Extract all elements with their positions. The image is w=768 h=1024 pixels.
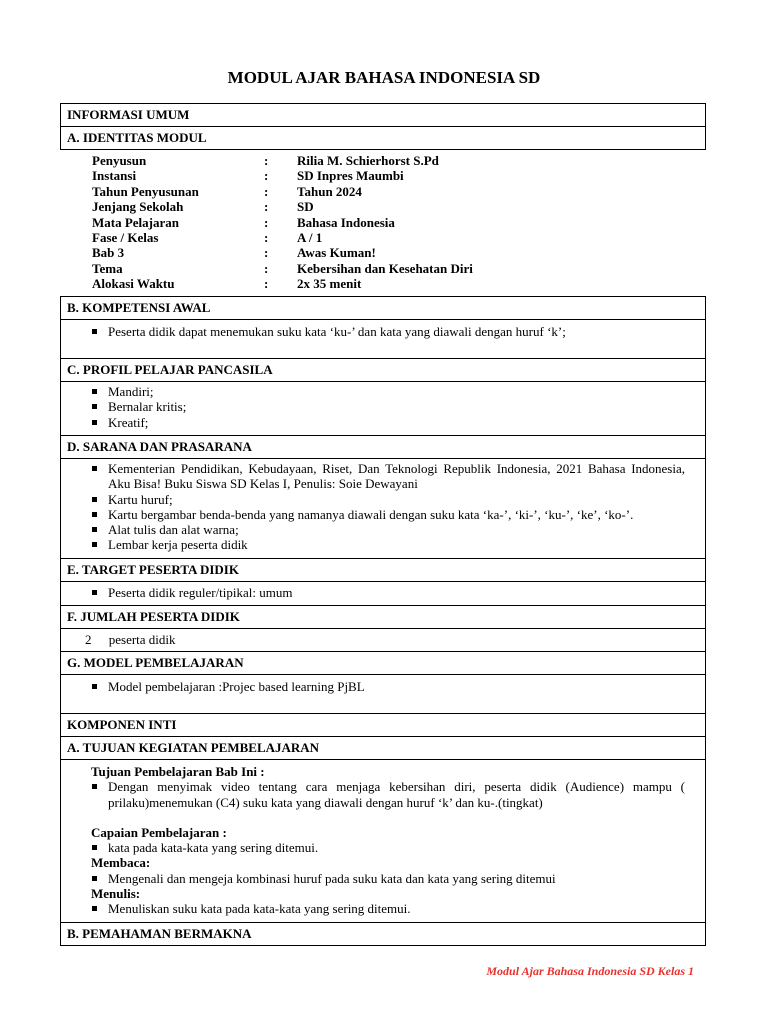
model-list [61,679,705,694]
identitas-row [92,276,473,291]
identitas-label: Instansi [92,168,137,184]
tujuan-heading: A. TUJUAN KEGIATAN PEMBELAJARAN [61,737,705,760]
komponen-inti-heading: KOMPONEN INTI [61,714,705,737]
identitas-value: SD Inpres Maumbi [297,168,404,184]
capaian-subheading: Capaian Pembelajaran : [91,824,227,840]
identitas-value: Tahun 2024 [297,183,362,199]
list-item: Kementerian Pendidikan, Kebudayaan, Riset, Dan Teknologi Republik Indonesia, 2021 Bahasa Indonesia, Aku Bisa! Buku Siswa SD Kelas I, Penulis: Soie Dewayani [61,461,705,492]
jumlah-section [60,605,706,652]
list-item: kata pada kata-kata yang sering ditemui. [61,840,705,855]
list-item: Peserta didik dapat menemukan suku kata ‘ku-’ dan kata yang diawali dengan huruf ‘k’; [61,324,705,339]
identitas-row [92,230,473,245]
identitas-colon: : [264,153,269,168]
membaca-list [61,871,705,886]
list-item: Lembar kerja peserta didik [61,537,705,552]
list-item: Model pembelajaran :Projec based learning PjBL [61,679,705,694]
identitas-label: Alokasi Waktu [92,276,175,292]
identitas-heading: A. IDENTITAS MODUL [67,130,207,145]
jumlah-count: 2 [85,632,92,647]
identitas-row [92,261,473,276]
identitas-label: Tema [92,260,123,276]
membaca-subheading: Membaca: [91,855,151,871]
identitas-label: Tahun Penyusunan [92,183,199,199]
identitas-list [92,153,473,292]
list-item: Kartu huruf; [61,492,705,507]
identitas-colon: : [264,168,269,184]
identitas-label: Penyusun [92,153,147,168]
identitas-colon: : [264,276,269,292]
identitas-colon: : [264,260,269,276]
profil-heading: C. PROFIL PELAJAR PANCASILA [61,359,705,382]
menulis-list [61,901,705,916]
sarana-section [60,435,706,559]
identitas-colon: : [264,199,269,215]
kompetensi-list [61,324,705,339]
identitas-value: 2x 35 menit [297,276,362,292]
identitas-value: Kebersihan dan Kesehatan Diri [297,260,473,276]
target-section [60,558,706,606]
target-list [61,585,705,600]
informasi-umum-heading: INFORMASI UMUM [61,104,705,127]
sarana-list [61,461,705,553]
kompetensi-section [60,296,706,359]
jumlah-heading: F. JUMLAH PESERTA DIDIK [61,606,705,629]
list-item: Menuliskan suku kata pada kata-kata yang sering ditemui. [61,901,705,916]
identitas-value: Rilia M. Schierhorst S.Pd [297,153,439,168]
model-section [60,651,706,714]
informasi-umum-box [60,103,706,150]
identitas-colon: : [264,245,269,261]
capaian-list [61,840,705,855]
jumlah-row [61,629,705,648]
identitas-row [92,199,473,214]
list-item: Peserta didik reguler/tipikal: umum [61,585,705,600]
page-footer: Modul Ajar Bahasa Indonesia SD Kelas 1 [486,964,694,978]
model-heading: G. MODEL PEMBELAJARAN [61,652,705,675]
menulis-subheading: Menulis: [91,886,141,902]
kompetensi-heading: B. KOMPETENSI AWAL [61,297,705,320]
identitas-colon: : [264,183,269,199]
komponen-inti-box [60,713,706,923]
identitas-label: Mata Pelajaran [92,214,180,230]
identitas-value: Awas Kuman! [297,245,376,261]
sarana-heading: D. SARANA DAN PRASARANA [61,436,705,459]
list-item: Dengan menyimak video tentang cara menjaga kebersihan diri, peserta didik (Audience) mampu ( prilaku)menemukan (C4) suku kata yang diawali dengan huruf ‘k’ dan ku-.(tingkat) [61,779,705,810]
tujuan-subheading: Tujuan Pembelajaran Bab Ini : [91,764,265,779]
identitas-row [92,168,473,183]
spacer [91,810,705,825]
identitas-value: SD [297,199,314,215]
list-item: Kreatif; [61,415,705,430]
document-title: MODUL AJAR BAHASA INDONESIA SD [227,68,541,87]
profil-list [61,384,705,430]
identitas-label: Fase / Kelas [92,229,159,245]
identitas-row [92,215,473,230]
list-item: Kartu bergambar benda-benda yang namanya diawali dengan suku kata ‘ka-’, ‘ki-’, ‘ku-’, ‘ke’, ‘ko-’. [61,507,705,522]
identitas-colon: : [264,214,269,230]
identitas-row [92,184,473,199]
target-heading: E. TARGET PESERTA DIDIK [61,559,705,582]
identitas-value: Bahasa Indonesia [297,214,395,230]
pemahaman-heading: B. PEMAHAMAN BERMAKNA [67,926,252,941]
list-item: Mengenali dan mengeja kombinasi huruf pada suku kata dan kata yang sering ditemui [61,871,705,886]
tujuan-list [61,779,705,810]
pemahaman-section [60,922,706,946]
list-item: Alat tulis dan alat warna; [61,522,705,537]
profil-section [60,358,706,436]
tujuan-body [61,760,705,917]
identitas-label: Jenjang Sekolah [92,199,184,215]
jumlah-text: peserta didik [108,632,176,647]
identitas-colon: : [264,229,269,245]
identitas-row [92,153,473,168]
identitas-value: A / 1 [297,229,323,245]
list-item: Mandiri; [61,384,705,399]
list-item: Bernalar kritis; [61,399,705,414]
identitas-row [92,245,473,260]
identitas-label: Bab 3 [92,245,125,261]
